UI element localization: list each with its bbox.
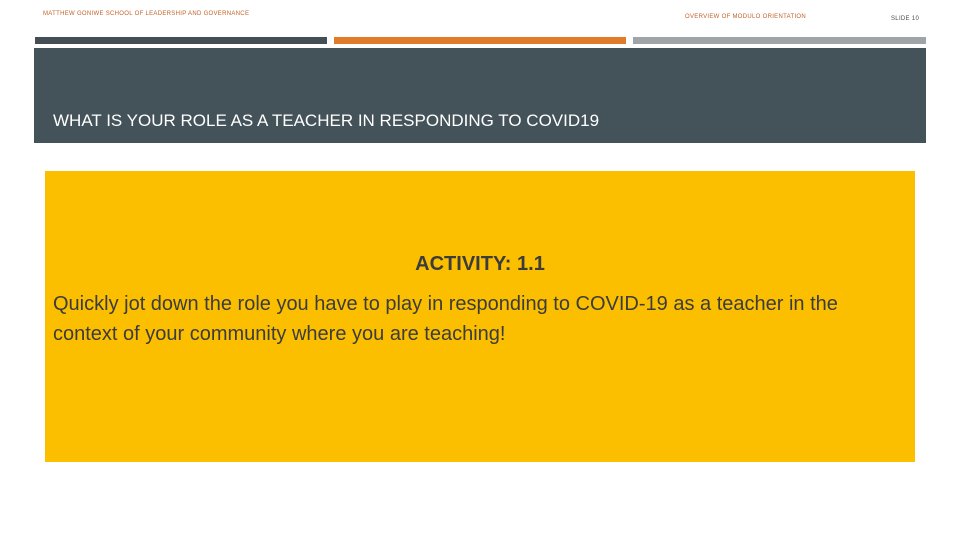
activity-box xyxy=(45,171,915,462)
activity-heading: ACTIVITY: 1.1 xyxy=(415,253,545,275)
accent-bar-orange xyxy=(334,37,626,44)
module-title: OVERVIEW OF MODULO ORIENTATION xyxy=(685,14,807,20)
accent-bar-grey xyxy=(633,37,926,44)
activity-instructions: Quickly jot down the role you have to play in responding to COVID-19 as a teacher in the context of your community where you are teaching! xyxy=(53,293,838,345)
title-banner xyxy=(34,48,926,143)
accent-bar-dark xyxy=(35,37,327,44)
slide-title: WHAT IS YOUR ROLE AS A TEACHER IN RESPONDING TO COVID19 xyxy=(53,111,600,130)
school-name: MATTHEW GONIWE SCHOOL OF LEADERSHIP AND GOVERNANCE xyxy=(43,11,250,17)
slide-number: SLIDE 10 xyxy=(891,16,920,22)
